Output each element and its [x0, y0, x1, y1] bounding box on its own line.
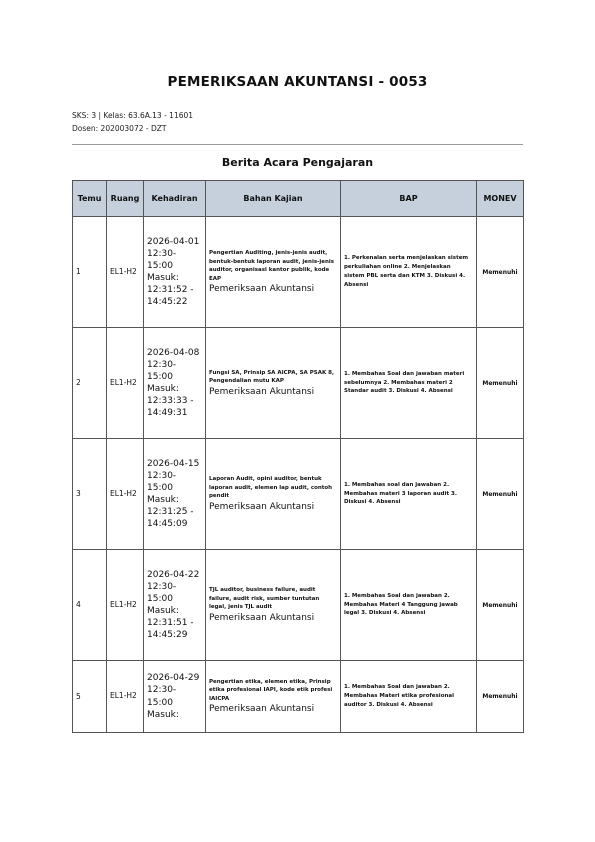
cell-monev: Memenuhi: [477, 550, 524, 661]
cell-bahan-kajian: [206, 328, 341, 439]
cell-bap: 1. Membahas Soal dan jawaban 2. Membahas Materi 4 Tanggung jawab legal 3. Diskusi 4. Absensi: [341, 550, 477, 661]
table-row: [73, 217, 524, 328]
cell-temu: 4: [73, 550, 107, 661]
cell-bahan-kajian: [206, 661, 341, 733]
bahan-kajian-topics: Pengertian etika, elemen etika, Prinsip etika profesional IAPI, kode etik profesi IAICPA: [209, 678, 333, 702]
cell-ruang: EL1-H2: [107, 550, 144, 661]
table-header-row: [73, 181, 524, 217]
cell-bap: 1. Perkenalan serta menjelaskan sistem perkuliahan online 2. Menjelaskan sistem PBL serta dan KTM 3. Diskusi 4. Absensi: [341, 217, 477, 328]
column-header-bap: BAP: [341, 181, 477, 217]
document-title: PEMERIKSAAN AKUNTANSI - 0053: [167, 74, 428, 90]
cell-temu: 2: [73, 328, 107, 439]
cell-bahan-kajian: [206, 217, 341, 328]
cell-kehadiran: 2026-04-22 12:30-15:00 Masuk: 12:31:51 - 14:45:29: [144, 550, 206, 661]
column-header-monev: MONEV: [477, 181, 524, 217]
table-row: [73, 550, 524, 661]
section-title: Berita Acara Pengajaran: [221, 156, 374, 169]
cell-kehadiran: 2026-04-08 12:30-15:00 Masuk: 12:33:33 - 14:49:31: [144, 328, 206, 439]
bahan-kajian-topics: Fungsi SA, Prinsip SA AICPA, SA PSAK 8, Pengendalian mutu KAP: [209, 369, 335, 385]
cell-monev: Memenuhi: [477, 217, 524, 328]
bahan-kajian-course: Pemeriksaan Akuntansi: [209, 284, 315, 295]
cell-kehadiran: 2026-04-29 12:30-15:00 Masuk:: [144, 661, 206, 733]
cell-monev: Memenuhi: [477, 328, 524, 439]
bahan-kajian-topics: Laporan Audit, opini auditor, bentuk laporan audit, elemen lap audit, contoh pendit: [209, 476, 333, 500]
lecturer-info-line: Dosen: 202003072 - DZT: [72, 124, 167, 133]
column-header-ruang: Ruang: [107, 181, 144, 217]
course-info-line: SKS: 3 | Kelas: 63.6A.13 - 11601: [72, 111, 194, 120]
cell-temu: 5: [73, 661, 107, 733]
cell-bahan-kajian: [206, 439, 341, 550]
cell-bap: 1. Membahas Soal dan jawaban 2. Membahas Materi etika profesional auditor 3. Diskusi 4. Absensi: [341, 661, 477, 733]
bahan-kajian-topics: TJL auditor, business failure, audit failure, audit risk, sumber tuntutan legal, jenis TJL audit: [209, 587, 320, 611]
cell-bap: 1. Membahas soal dan jawaban 2. Membahas materi 3 laporan audit 3. Diskusi 4. Absensi: [341, 439, 477, 550]
column-header-temu: Temu: [73, 181, 107, 217]
cell-bahan-kajian: [206, 550, 341, 661]
cell-monev: Memenuhi: [477, 439, 524, 550]
cell-kehadiran: 2026-04-01 12:30-15:00 Masuk: 12:31:52 - 14:45:22: [144, 217, 206, 328]
table-row: [73, 328, 524, 439]
cell-ruang: EL1-H2: [107, 328, 144, 439]
teaching-record-table: [72, 180, 524, 733]
bahan-kajian-topics: Pengertian Auditing, jenis-jenis audit, bentuk-bentuk laporan audit, jenis-jenis auditor, organisasi kantor publik, kode EAP: [209, 250, 335, 282]
column-header-bahan-kajian: Bahan Kajian: [206, 181, 341, 217]
bahan-kajian-course: Pemeriksaan Akuntansi: [209, 386, 315, 397]
bahan-kajian-course: Pemeriksaan Akuntansi: [209, 612, 315, 623]
cell-ruang: EL1-H2: [107, 217, 144, 328]
bahan-kajian-course: Pemeriksaan Akuntansi: [209, 501, 315, 512]
cell-ruang: EL1-H2: [107, 661, 144, 733]
cell-temu: 1: [73, 217, 107, 328]
cell-monev: Memenuhi: [477, 661, 524, 733]
table-row: [73, 661, 524, 733]
cell-bap: 1. Membahas Soal dan jawaban materi sebelumnya 2. Membahas materi 2 Standar audit 3. Diskusi 4. Absensi: [341, 328, 477, 439]
bahan-kajian-course: Pemeriksaan Akuntansi: [209, 704, 315, 715]
cell-kehadiran: 2026-04-15 12:30-15:00 Masuk: 12:31:25 - 14:45:09: [144, 439, 206, 550]
cell-temu: 3: [73, 439, 107, 550]
column-header-kehadiran: Kehadiran: [144, 181, 206, 217]
table-row: [73, 439, 524, 550]
cell-ruang: EL1-H2: [107, 439, 144, 550]
header-divider: [72, 144, 523, 145]
